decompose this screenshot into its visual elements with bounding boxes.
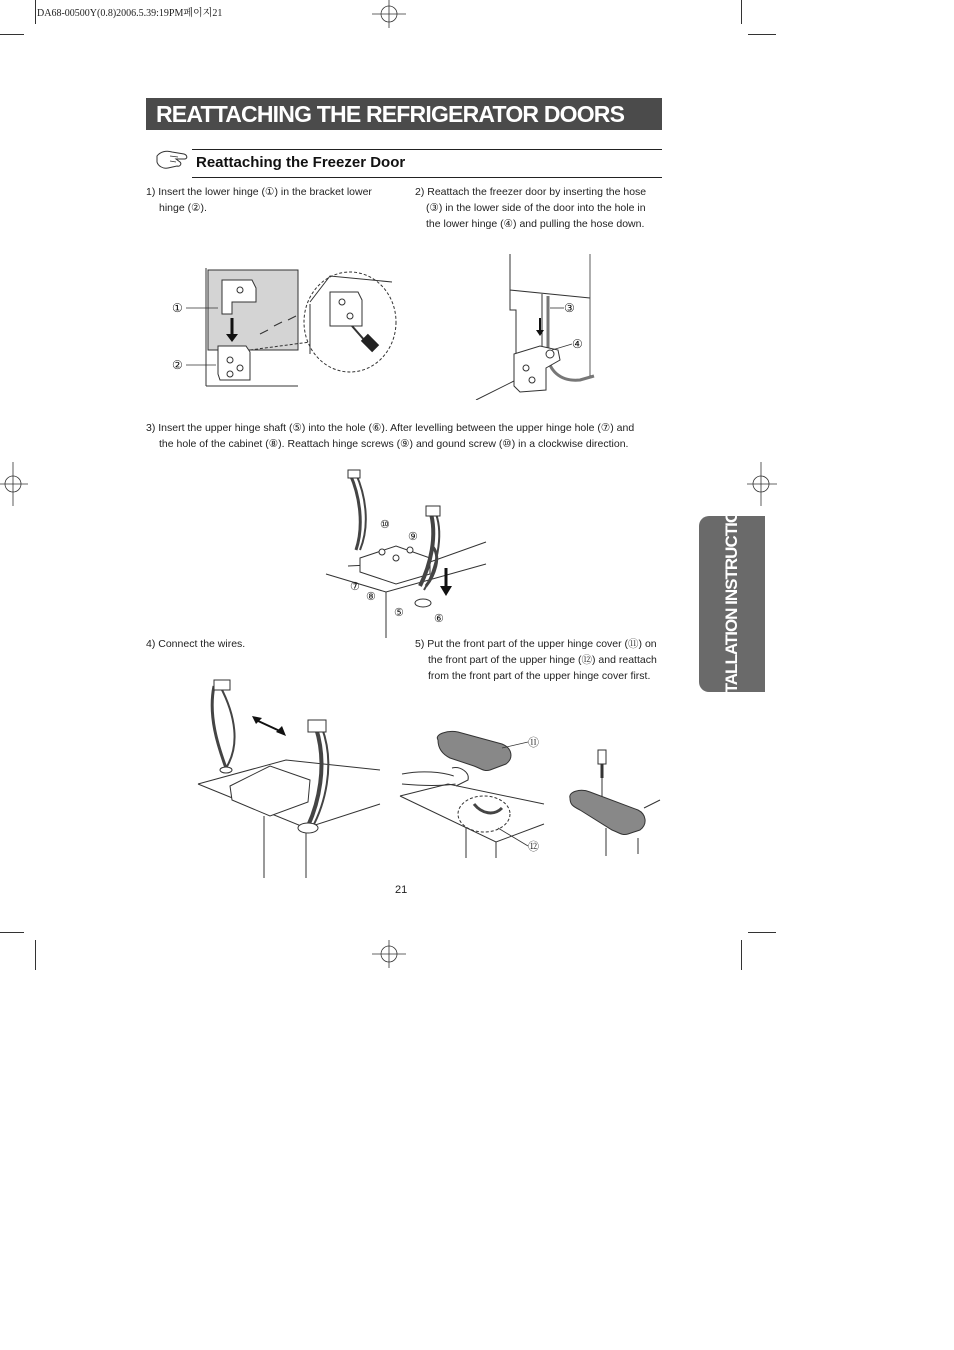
step-4: 4) Connect the wires. — [146, 638, 246, 650]
registration-mark-left — [0, 460, 30, 510]
callout-12: ⑫ — [528, 841, 539, 853]
side-tab-label: INSTALLATION INSTRUCTIONS — [722, 489, 741, 719]
section-subtitle: Reattaching the Freezer Door — [196, 154, 406, 171]
callout-8: ⑧ — [366, 591, 376, 603]
subtitle-rule-top — [192, 149, 662, 150]
figure-upper-hinge — [320, 466, 490, 640]
figure-connect-wires — [196, 676, 384, 880]
side-tab — [699, 489, 765, 719]
callout-11: ⑪ — [528, 737, 539, 749]
step-5: 5) Put the front part of the upper hinge cover (⑪) on the front part of the upper hinge (⑫) and reattach from the front part of the upper hinge cover first. — [415, 638, 657, 682]
step-3: 3) Insert the upper hinge shaft (⑤) into the hole (⑥). After levelling between the upper hinge hole (⑦) and the hole of the cabinet (⑧). Reattach hinge screws (⑨) and gound screw (⑩) in a clockwise direction. — [146, 422, 635, 450]
page-number: 21 — [395, 884, 408, 896]
callout-7: ⑦ — [350, 581, 360, 593]
registration-mark-right — [745, 460, 779, 510]
figure-hose-hinge — [470, 250, 600, 400]
callout-9: ⑨ — [408, 531, 418, 543]
subtitle-rule-bottom — [192, 177, 662, 178]
step-1: 1) Insert the lower hinge (①) in the bracket lower hinge (②). — [146, 186, 372, 214]
callout-2: ② — [172, 358, 183, 372]
registration-mark-top — [370, 0, 410, 30]
hand-icon — [154, 146, 192, 176]
callout-6: ⑥ — [434, 613, 444, 625]
figure-lower-hinge — [170, 262, 400, 392]
callout-10: ⑩ — [380, 519, 390, 531]
registration-mark-bottom — [370, 940, 410, 970]
figure-hinge-cover — [398, 724, 548, 860]
step-2: 2) Reattach the freezer door by inserting the hose (③) in the lower side of the door into the hole in the lower hinge (④) and pulling the hose down. — [415, 186, 647, 230]
print-header: DA68-00500Y(0.8)2006.5.39:19PM페이지21 — [37, 8, 223, 19]
title-banner — [146, 98, 662, 130]
callout-4: ④ — [572, 337, 583, 351]
figure-screw-cover — [566, 748, 662, 858]
callout-3: ③ — [564, 301, 575, 315]
callout-5: ⑤ — [394, 607, 404, 619]
page-title: REATTACHING THE REFRIGERATOR DOORS — [156, 101, 625, 127]
callout-1: ① — [172, 301, 183, 315]
